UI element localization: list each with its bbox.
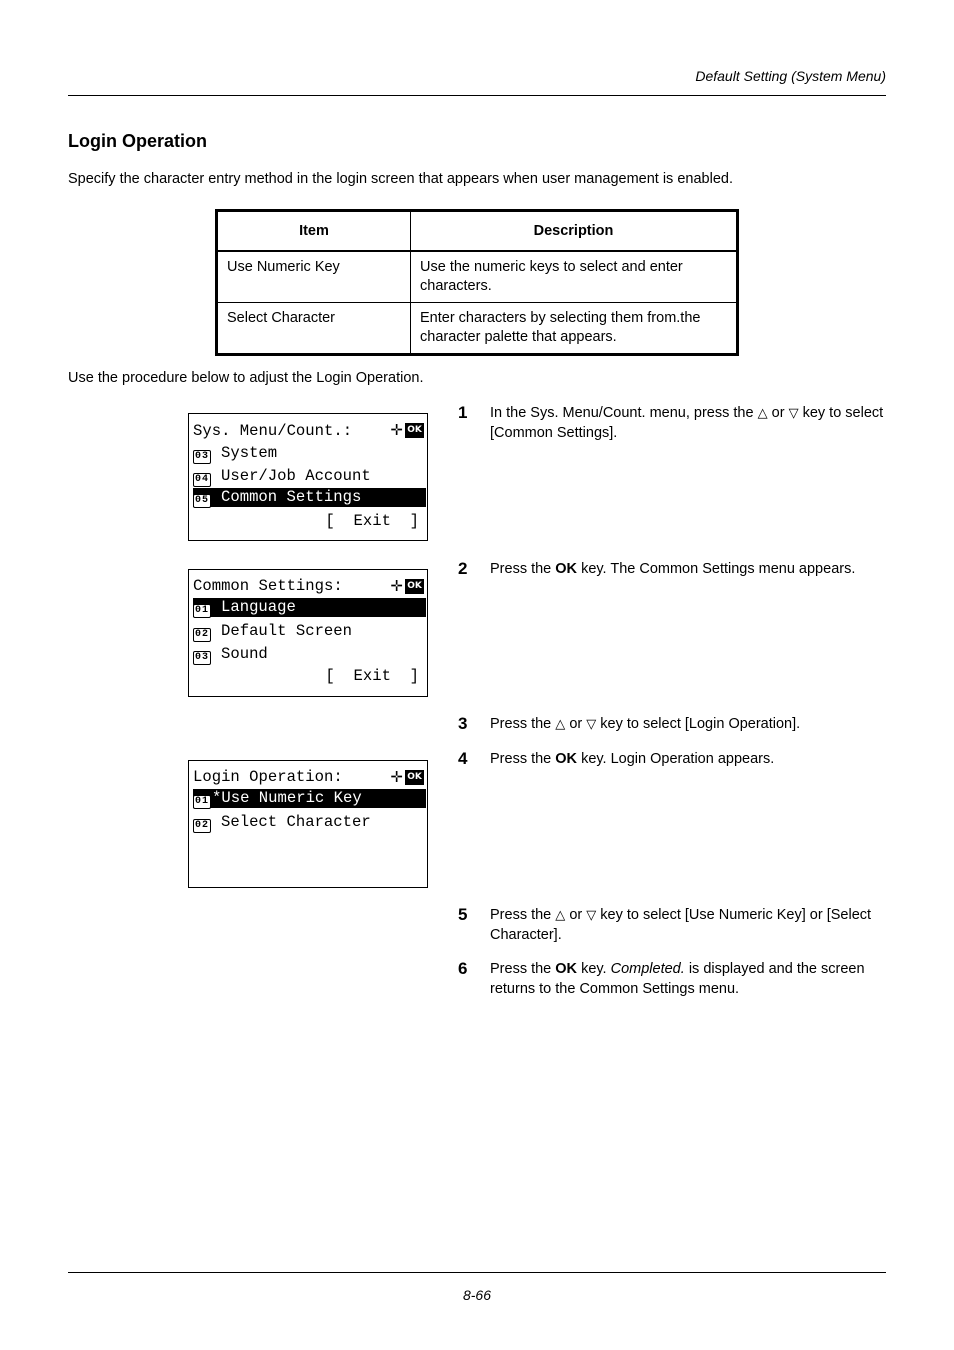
step-text-part: Press the: [490, 907, 552, 923]
step-text-part: or: [771, 405, 785, 421]
intro-paragraph: Specify the character entry method in the login screen that appears when user management is enabled.: [68, 171, 733, 187]
lcd-screen-common-settings: [188, 569, 428, 697]
step-text-part: Press the: [490, 961, 552, 977]
item-number-badge: 02: [194, 820, 209, 831]
lcd-item-label: Common Settings: [221, 488, 362, 506]
step-text-part: or: [569, 716, 583, 732]
step-text-part: key. The Common Settings menu appears.: [581, 561, 856, 577]
step-text: [490, 906, 888, 945]
down-triangle-icon: ▽: [586, 717, 597, 732]
step-text-part: Press the: [490, 561, 552, 577]
up-triangle-icon: △: [555, 908, 566, 923]
step-text-part: key to select [Use Numeric Key] or [Select Character].: [490, 907, 872, 943]
item-number-badge: 02: [194, 629, 209, 640]
lcd-item-label: User/Job Account: [221, 467, 371, 485]
down-triangle-icon: ▽: [788, 406, 799, 421]
lcd-exit-softkey: [ Exit ]: [325, 667, 419, 685]
procedure-intro: Use the procedure below to adjust the Login Operation.: [68, 370, 424, 386]
step-text-part: Press the: [490, 716, 552, 732]
lcd-item-label: Sound: [221, 645, 268, 663]
ok-key-icon: OK: [405, 423, 424, 438]
four-way-arrow-icon: ✛: [390, 421, 403, 439]
step-text: [490, 750, 888, 770]
lcd-menu-item-selected: [193, 598, 426, 617]
step-number: 3: [458, 714, 468, 733]
item-number-badge: 05: [194, 495, 209, 506]
lcd-menu-item: [193, 622, 427, 641]
item-number-badge: 04: [194, 474, 209, 485]
lcd-exit-softkey: [ Exit ]: [325, 512, 419, 530]
lcd-item-label: *Use Numeric Key: [212, 789, 362, 807]
lcd-menu-item: [193, 444, 427, 463]
header-rule: [68, 95, 886, 96]
step-number: 5: [458, 905, 468, 924]
ok-key-icon: OK: [405, 770, 424, 785]
lcd-icons: [390, 769, 424, 785]
table-header-description: Description: [411, 211, 738, 252]
four-way-arrow-icon: ✛: [390, 577, 403, 595]
table-cell-description: Use the numeric keys to select and enter characters.: [411, 251, 738, 303]
table-cell-item: Select Character: [217, 303, 411, 355]
lcd-menu-item: [193, 645, 427, 664]
down-triangle-icon: ▽: [586, 908, 597, 923]
ok-key-label: OK: [555, 961, 578, 977]
table-cell-description: Enter characters by selecting them from.the character palette that appears.: [411, 303, 738, 355]
lcd-title: Sys. Menu/Count.:: [193, 422, 353, 440]
table-row: [217, 251, 738, 303]
step-text-part: or: [569, 907, 583, 923]
up-triangle-icon: △: [555, 717, 566, 732]
table-header-row: [217, 211, 738, 252]
ok-key-icon: OK: [405, 579, 424, 594]
lcd-icons: [390, 422, 424, 438]
up-triangle-icon: △: [757, 406, 768, 421]
running-header: Default Setting (System Menu): [695, 68, 886, 84]
lcd-item-label: Language: [221, 598, 296, 616]
step-text: [490, 715, 888, 735]
step-text-part: key to select [Common Settings].: [490, 405, 884, 441]
footer-rule: [68, 1272, 886, 1273]
lcd-title: Login Operation:: [193, 768, 343, 786]
item-number-badge: 01: [194, 605, 209, 616]
step-number: 2: [458, 559, 468, 578]
item-number-badge: 03: [194, 652, 209, 663]
step-text: [490, 960, 888, 999]
ok-key-label: OK: [555, 751, 578, 767]
item-number-badge: 01: [194, 796, 209, 807]
step-text-part: is displayed and the screen returns to the Common Settings menu.: [490, 961, 865, 997]
step-text: [490, 404, 888, 443]
lcd-title: Common Settings:: [193, 577, 343, 595]
settings-table: [215, 209, 739, 356]
step-number: 1: [458, 403, 468, 422]
step-number: 4: [458, 749, 468, 768]
table-cell-item: Use Numeric Key: [217, 251, 411, 303]
step-text: [490, 560, 888, 580]
lcd-item-label: System: [221, 444, 278, 462]
lcd-menu-item: [193, 813, 427, 832]
step-text-part: key. Login Operation appears.: [581, 751, 775, 767]
page-number: 8-66: [462, 1287, 492, 1303]
lcd-screen-login-operation: [188, 760, 428, 888]
ok-key-label: OK: [555, 561, 578, 577]
lcd-item-label: Default Screen: [221, 622, 353, 640]
table-row: [217, 303, 738, 355]
step-number: 6: [458, 959, 468, 978]
lcd-menu-item: [193, 467, 427, 486]
lcd-item-label: Select Character: [221, 813, 371, 831]
lcd-menu-item-selected: [193, 488, 426, 507]
completed-message: Completed.: [610, 961, 685, 977]
lcd-screen-sys-menu: [188, 413, 428, 541]
item-number-badge: 03: [194, 451, 209, 462]
four-way-arrow-icon: ✛: [390, 768, 403, 786]
step-text-part: key to select [Login Operation].: [600, 716, 801, 732]
step-text-part: key.: [581, 961, 607, 977]
step-text-part: In the Sys. Menu/Count. menu, press the: [490, 405, 754, 421]
table-header-item: Item: [217, 211, 411, 252]
step-text-part: Press the: [490, 751, 552, 767]
lcd-icons: [390, 578, 424, 594]
lcd-menu-item-selected: [193, 789, 426, 808]
section-title: Login Operation: [68, 131, 207, 151]
